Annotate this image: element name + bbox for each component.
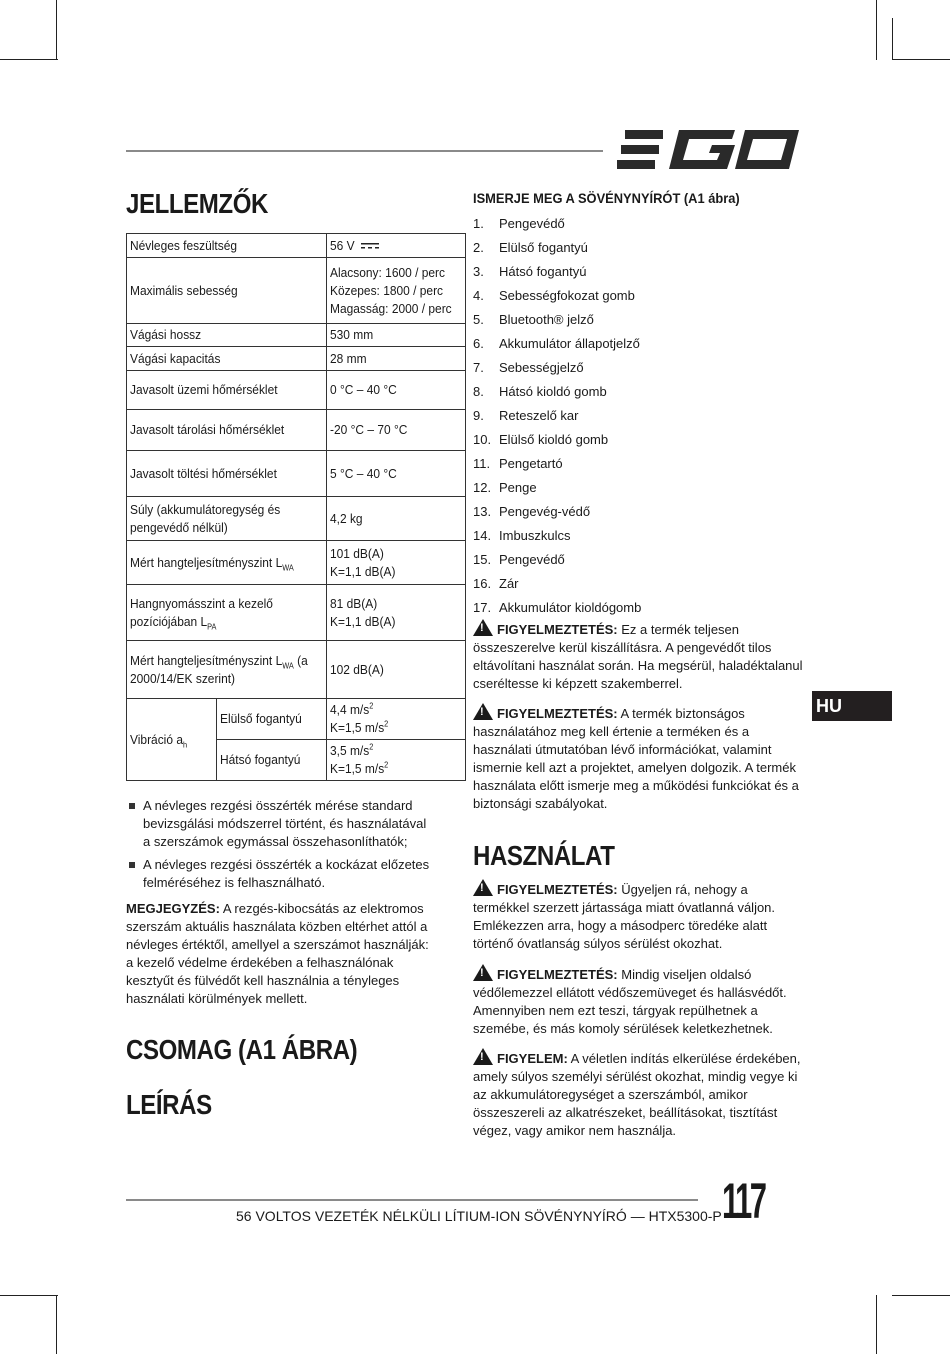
spec-value: 0 °C – 40 °C — [330, 382, 397, 397]
spec-label: Javasolt töltési hőmérséklet — [130, 465, 277, 481]
list-item — [473, 214, 641, 238]
item-label: Pengevédő — [499, 552, 565, 567]
spec-label: Mért hangteljesítményszint $L_{WA}$ (a — [130, 652, 308, 671]
know-title: ISMERJE MEG A SÖVÉNYNYÍRÓT (A1 ábra) — [473, 190, 740, 206]
item-number: 7. — [473, 360, 484, 375]
spec-value: 5 °C – 40 °C — [330, 465, 397, 481]
spec-value: 3,5 $m/s^2$ — [330, 742, 374, 758]
list-item — [473, 454, 641, 478]
spec-label: Vágási hossz — [130, 327, 202, 342]
list-item: A névleges rezgési összérték a kockázat előzetes felméréséhez is felhasználható. — [126, 856, 436, 892]
item-label: Penge — [499, 480, 537, 495]
spec-label: Hátsó fogantyú — [219, 752, 301, 767]
list-item — [473, 550, 641, 574]
list-item — [473, 334, 641, 358]
list-item — [473, 286, 641, 310]
language-tab: HU — [812, 691, 892, 721]
item-number: 13. — [473, 504, 492, 519]
item-number: 15. — [473, 552, 492, 567]
spec-value: 4,2 kg — [330, 510, 363, 526]
spec-value: 28 mm — [330, 350, 367, 366]
warning-triangle-icon — [473, 619, 493, 636]
spec-value: 102 dB(A) — [330, 661, 385, 677]
parts-list — [473, 214, 641, 622]
warning-1: !FIGYELMEZTETÉS: Ez a termék teljesen összeszerelve kerül kiszállításra. A pengevédőt tilos eltávolítani használat során. Ha megsérül, haladéktalanul cseréltesse ki képzett szakemberrel. — [473, 619, 803, 693]
ego-logo — [617, 128, 799, 172]
spec-label: Javasolt tárolási hőmérséklet — [130, 422, 285, 437]
list-item: A névleges rezgési összérték mérése standard bevizsgálási módszerrel történt, és használatával a szerszámok egymással összehasonlíthatók; — [126, 797, 436, 851]
section-title-package: CSOMAG (A1 ÁBRA) — [126, 1034, 358, 1065]
header-rule — [126, 150, 603, 152]
item-number: 5. — [473, 312, 484, 327]
footer-text: 56 VOLTOS VEZETÉK NÉLKÜLI LÍTIUM-ION SÖVÉNYNYÍRÓ — HTX5300-P — [236, 1208, 722, 1224]
crop-mark — [56, 1295, 57, 1354]
spec-label: Elülső fogantyú — [219, 711, 302, 726]
list-item — [473, 502, 641, 526]
warning-4: !FIGYELMEZTETÉS: Mindig viseljen oldalsó védőlemezzel ellátott védőszemüveget és hallásvédőt. Amennyiben nem ezt teszi, tárgyak repülhetnek a szemébe, és más komoly sérülések keletkezhetnek. — [473, 964, 803, 1038]
dc-symbol-icon — [361, 242, 379, 250]
spec-value: K=1,5 $m/s^2$ — [330, 760, 389, 776]
spec-label: Vibráció $a_h$ — [130, 731, 188, 750]
bullet-square-icon — [129, 862, 135, 868]
item-number: 9. — [473, 408, 484, 423]
item-number: 2. — [473, 240, 484, 255]
item-number: 8. — [473, 384, 484, 399]
warning-5: !FIGYELEM: A véletlen indítás elkerülése érdekében, amely súlyos személyi sérülést okozhat, mindig vegye ki az akkumulátoregységet a szerszámból, amikor összeszereli az alkatrészeket, beállításokat, tisztítást végez, vagy amikor nem használja. — [473, 1048, 803, 1140]
warning-triangle-icon — [473, 703, 493, 720]
spec-table — [126, 233, 466, 781]
item-label: Elülső fogantyú — [499, 240, 588, 255]
list-item — [473, 310, 641, 334]
list-item — [473, 430, 641, 454]
spec-label: Súly (akkumulátoregység és — [130, 501, 281, 517]
item-label: Hátsó fogantyú — [499, 264, 587, 279]
spec-label: pengevédő nélkül) — [130, 519, 228, 535]
page-number: 117 — [722, 1173, 765, 1229]
item-number: 14. — [473, 528, 492, 543]
bullet-square-icon — [129, 803, 135, 809]
item-label: Akkumulátor állapotjelző — [499, 336, 640, 351]
spec-value: Közepes: 1800 / perc — [330, 282, 444, 298]
crop-mark — [892, 1295, 950, 1296]
spec-label: Javasolt üzemi hőmérséklet — [130, 382, 278, 397]
crop-mark — [892, 59, 950, 60]
spec-label: pozíciójában $L_{PA}$ — [130, 613, 217, 632]
list-item — [473, 238, 641, 262]
spec-value: Alacsony: 1600 / perc — [330, 264, 446, 280]
list-item — [473, 262, 641, 286]
list-item — [473, 406, 641, 430]
list-item — [473, 478, 641, 502]
bullet-list — [126, 797, 436, 897]
spec-label: Mért hangteljesítményszint $L_{WA}$ — [130, 554, 294, 573]
spec-value: K=1,1 dB(A) — [330, 613, 396, 629]
spec-value: Magasság: 2000 / perc — [330, 300, 452, 316]
spec-value: 81 dB(A) — [330, 595, 378, 611]
item-label: Elülső kioldó gomb — [499, 432, 609, 447]
warning-triangle-icon — [473, 1048, 493, 1065]
note-paragraph: MEGJEGYZÉS: A rezgés-kibocsátás az elektromos szerszám aktuális használata közben eltérhet attól a névleges értéktől, amellyel a szerszámot használják: a kezelő védelme érdekében a felhasználónak kesztyűt és fülvédőt kell használnia a tényleges használati körülmények mellett. — [126, 901, 429, 1006]
crop-mark — [876, 1295, 877, 1354]
item-number: 10. — [473, 432, 492, 447]
item-label: Akkumulátor kioldógomb — [499, 600, 642, 615]
item-number: 17. — [473, 600, 492, 615]
crop-mark — [876, 0, 877, 60]
spec-value: 56 V — [330, 237, 355, 253]
spec-label: Hangnyomásszint a kezelő — [130, 595, 273, 611]
item-label: Bluetooth® jelző — [499, 312, 594, 327]
crop-mark — [0, 59, 58, 60]
crop-mark — [892, 18, 893, 60]
warning-2: !FIGYELMEZTETÉS: A termék biztonságos használatához meg kell értenie a terméken és a használati útmutatóban lévő információkat, valamint ismernie kell azt a projektet, amelyen dolgozik. A termék használata előtt ismerje meg a működési funkciókat és a biztonsági szabályokat. — [473, 703, 803, 813]
item-label: Pengevédő — [499, 216, 565, 231]
spec-label: Vágási kapacitás — [130, 350, 221, 366]
item-label: Pengetartó — [499, 456, 563, 471]
warning-triangle-icon — [473, 879, 493, 896]
item-label: Reteszelő kar — [499, 408, 579, 423]
crop-mark — [0, 1295, 58, 1296]
spec-value: 101 dB(A) — [330, 545, 385, 561]
list-item — [473, 526, 641, 550]
spec-value: -20 °C – 70 °C — [330, 422, 408, 437]
item-label: Sebességjelző — [499, 360, 584, 375]
item-label: Sebességfokozat gomb — [499, 288, 635, 303]
section-title-features: JELLEMZŐK — [126, 188, 268, 219]
spec-value: 4,4 $m/s^2$ — [330, 701, 374, 717]
spec-value: 530 mm — [330, 327, 374, 342]
list-item — [473, 358, 641, 382]
spec-label: 2000/14/EK szerint) — [130, 670, 236, 686]
item-number: 1. — [473, 216, 484, 231]
item-number: 6. — [473, 336, 484, 351]
spec-value: K=1,5 $m/s^2$ — [330, 719, 389, 735]
item-number: 11. — [473, 456, 491, 471]
warning-3: !FIGYELMEZTETÉS: Ügyeljen rá, nehogy a termékkel szerzett jártassága miatt óvatlanná váljon. Emlékezzen arra, hogy a másodperc töredéke alatt történő óvatlanság súlyos sérülést okozhat. — [473, 879, 803, 953]
section-title-use: HASZNÁLAT — [473, 840, 615, 871]
item-number: 16. — [473, 576, 492, 591]
item-number: 12. — [473, 480, 492, 495]
item-number: 3. — [473, 264, 484, 279]
note-label: MEGJEGYZÉS: — [126, 901, 220, 916]
list-item — [473, 574, 641, 598]
spec-value: K=1,1 dB(A) — [330, 563, 396, 579]
section-title-description: LEÍRÁS — [126, 1089, 212, 1120]
footer-rule — [126, 1199, 698, 1201]
item-label: Hátsó kioldó gomb — [499, 384, 607, 399]
item-number: 4. — [473, 288, 484, 303]
item-label: Pengevég-védő — [499, 504, 591, 519]
item-label: Imbuszkulcs — [499, 528, 571, 543]
item-label: Zár — [499, 576, 519, 591]
spec-label: Maximális sebesség — [130, 282, 238, 298]
spec-label: Névleges feszültség — [130, 237, 238, 253]
list-item — [473, 382, 641, 406]
warning-triangle-icon — [473, 964, 493, 981]
crop-mark — [56, 0, 57, 60]
